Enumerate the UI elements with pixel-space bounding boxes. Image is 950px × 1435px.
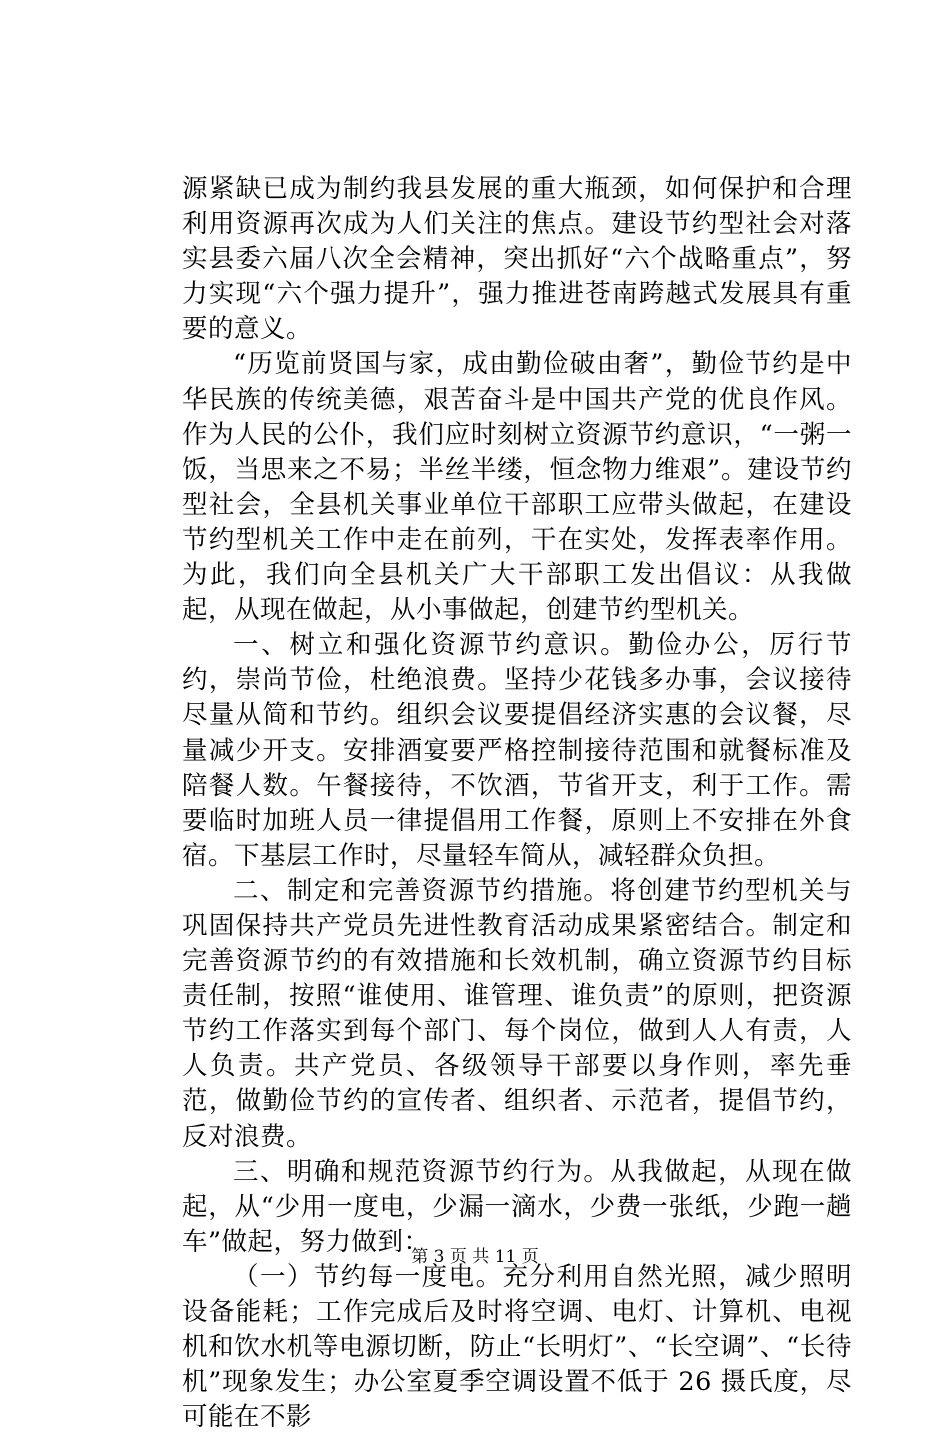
paragraph-3: 一、树立和强化资源节约意识。勤俭办公，厉行节约，崇尚节俭，杜绝浪费。坚持少花钱多办事，会议接待尽量从简和节约。组织会议要提倡经济实惠的会议餐，尽量减少开支。安排酒宴要严格控制接待范围和就餐标准及陪餐人数。午餐接待，不饮酒，节省开支，利于工作。需要临时加班人员一律提倡用工作餐，原则上不安排在外食宿。下基层工作时，尽量轻车简从，减轻群众负担。 <box>182 630 852 871</box>
paragraph-5: 三、明确和规范资源节约行为。从我做起，从现在做起，从“少用一度电，少漏一滴水，少费一张纸，少跑一趟车”做起，努力做到： <box>182 1156 852 1257</box>
paragraph-6: （一）节约每一度电。充分利用自然光照，减少照明设备能耗；工作完成后及时将空调、电灯、计算机、电视机和饮水机等电源切断，防止“长明灯”、“长空调”、“长待机”现象发生；办公室夏季空调设置不低于 26 摄氏度，尽可能在不影 <box>182 1261 852 1433</box>
paragraph-1: 源紧缺已成为制约我县发展的重大瓶颈，如何保护和合理利用资源再次成为人们关注的焦点。建设节约型社会对落实县委六届八次全会精神，突出抓好“六个战略重点”，努力实现“六个强力提升”，强力推进苍南跨越式发展具有重要的意义。 <box>182 174 852 345</box>
paragraph-4: 二、制定和完善资源节约措施。将创建节约型机关与巩固保持共产党员先进性教育活动成果紧密结合。制定和完善资源节约的有效措施和长效机制，确立资源节约目标责任制，按照“谁使用、谁管理、谁负责”的原则，把资源节约工作落实到每个部门、每个岗位，做到人人有责，人人负责。共产党员、各级领导干部要以身作则，率先垂范，做勤俭节约的宣传者、组织者、示范者，提倡节约，反对浪费。 <box>182 875 852 1152</box>
page-footer <box>0 1246 950 1268</box>
paragraph-2: “历览前贤国与家，成由勤俭破由奢”，勤俭节约是中华民族的传统美德，艰苦奋斗是中国共产党的优良作风。作为人民的公仆，我们应时刻树立资源节约意识，“一粥一饭，当思来之不易；半丝半缕，恒念物力维艰”。建设节约型社会，全县机关事业单位干部职工应带头做起，在建设节约型机关工作中走在前列，干在实处，发挥表率作用。为此，我们向全县机关广大干部职工发出倡议：从我做起，从现在做起，从小事做起，创建节约型机关。 <box>182 349 852 626</box>
page-number-label: 第 3 页 共 11 页 <box>411 1247 539 1267</box>
